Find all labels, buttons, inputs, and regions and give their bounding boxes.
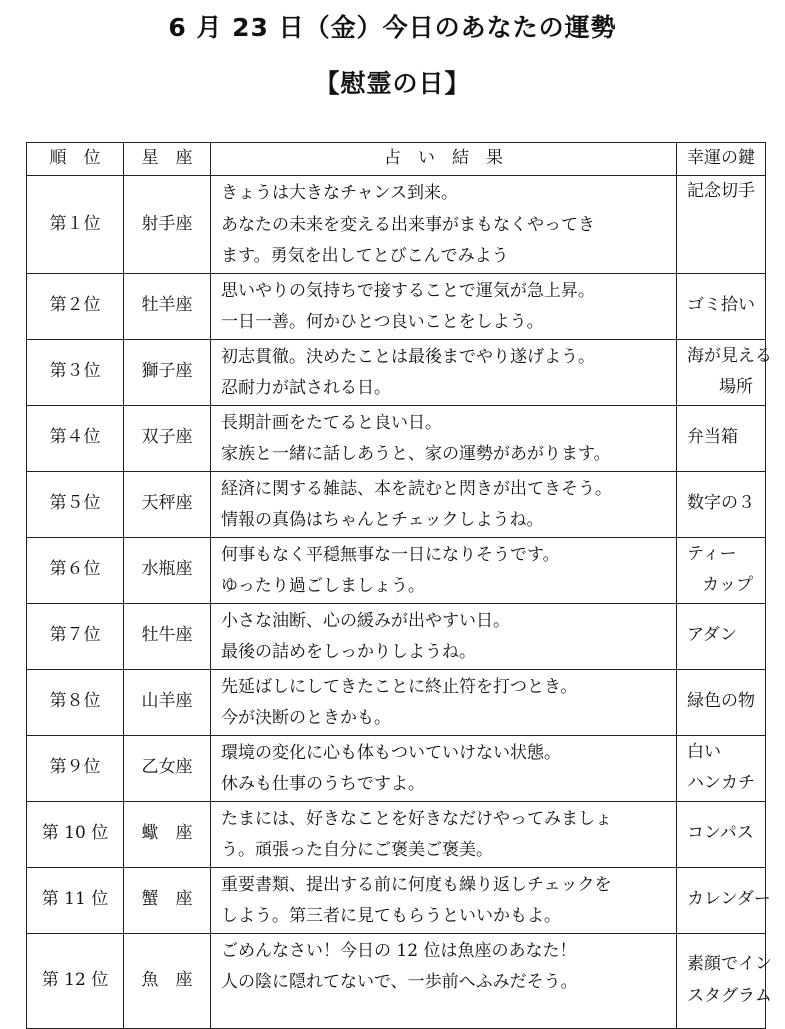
rank-cell: 第８位 <box>27 669 124 735</box>
rank-cell: 第７位 <box>27 603 124 669</box>
lucky-key-cell <box>677 339 772 405</box>
result-line: 思いやりの気持ちで接することで運気が急上昇。 <box>221 280 595 301</box>
result-line: 重要書類、提出する前に何度も繰り返しチェックを <box>221 874 612 895</box>
lucky-key-cell <box>677 933 772 1028</box>
lucky-key-cell <box>677 176 766 274</box>
lucky-key-cell <box>677 405 766 471</box>
result-line: 今が決断のときかも。 <box>221 708 391 728</box>
rank-cell: 第２位 <box>27 273 124 339</box>
rank-cell: 第５位 <box>27 471 124 537</box>
result-cell <box>211 867 677 933</box>
result-line: 環境の変化に心も体もついていけない状態。 <box>221 742 561 763</box>
lucky-key-cell <box>677 471 766 537</box>
lucky-key-line-2: ハンカチ <box>687 773 755 793</box>
result-line: 長期計画をたてると良い日。 <box>221 412 442 433</box>
table-row <box>27 405 766 471</box>
result-cell <box>211 669 677 735</box>
page-subtitle: 【慰霊の日】 <box>314 69 471 98</box>
header-rank: 順 位 <box>27 143 124 176</box>
header-result: 占 い 結 果 <box>211 143 677 176</box>
result-line: あなたの未来を変える出来事がまもなくやってき <box>221 214 595 235</box>
lucky-key-cell <box>677 801 766 867</box>
rank-cell: 第９位 <box>27 735 124 801</box>
lucky-key-line-1: 素顔でイン <box>687 954 772 974</box>
result-line: 初志貫徹。決めたことは最後までやり遂げよう。 <box>221 346 595 367</box>
result-cell <box>211 801 677 867</box>
lucky-key-cell <box>677 669 766 735</box>
lucky-key-cell <box>677 273 766 339</box>
table-row <box>27 339 766 405</box>
result-line: しよう。第三者に見てもらうといいかもよ。 <box>221 906 561 926</box>
sign-cell: 射手座 <box>124 176 211 274</box>
result-line: 経済に関する雑誌、本を読むと閃きが出てきそう。 <box>221 478 612 499</box>
sign-cell: 蟹 座 <box>124 867 211 933</box>
result-cell <box>211 471 677 537</box>
lucky-key-line-1: 数字の３ <box>687 493 755 514</box>
result-cell <box>211 735 677 801</box>
result-line: たまには、好きなことを好きなだけやってみましょ <box>221 808 612 829</box>
sign-cell: 双子座 <box>124 405 211 471</box>
table-row <box>27 867 766 933</box>
lucky-key-line-2: カップ <box>702 575 753 595</box>
result-cell <box>211 176 677 274</box>
lucky-key-line-1: ティー <box>687 543 737 564</box>
sign-cell: 獅子座 <box>124 339 211 405</box>
table-row <box>27 537 766 603</box>
table-row <box>27 735 766 801</box>
sign-cell: 蠍 座 <box>124 801 211 867</box>
fortune-table <box>26 142 772 1029</box>
rank-cell: 第６位 <box>27 537 124 603</box>
rank-cell: 第 12 位 <box>27 933 124 1028</box>
result-line: 人の陰に隠れてないで、一歩前へふみだそう。 <box>221 972 578 992</box>
result-cell <box>211 273 677 339</box>
result-line: 何事もなく平穏無事な一日になりそうです。 <box>221 544 560 565</box>
sign-cell: 牡牛座 <box>124 603 211 669</box>
sign-cell: 山羊座 <box>124 669 211 735</box>
result-cell <box>211 603 677 669</box>
result-line: 最後の詰めをしっかりしようね。 <box>221 642 476 662</box>
lucky-key-line-1: 弁当箱 <box>687 427 738 448</box>
lucky-key-line-1: コンパス <box>687 823 754 844</box>
lucky-key-cell <box>677 867 771 933</box>
result-cell <box>211 339 677 405</box>
sign-cell: 天秤座 <box>124 471 211 537</box>
result-line: 休みも仕事のうちですよ。 <box>221 774 425 794</box>
result-line: う。頑張った自分にご褒美ご褒美。 <box>221 840 493 860</box>
table-row <box>27 176 766 274</box>
lucky-key-cell <box>677 735 766 801</box>
result-line: 先延ばしにしてきたことに終止符を打つとき。 <box>221 676 578 697</box>
table-row <box>27 273 766 339</box>
lucky-key-line-1: 記念切手 <box>687 181 755 201</box>
result-line: 一日一善。何かひとつ良いことをしよう。 <box>221 312 544 332</box>
lucky-key-line-1: 白い <box>687 741 721 762</box>
lucky-key-line-2: 場所 <box>719 377 753 397</box>
result-line: きょうは大きなチャンス到来。 <box>221 183 458 203</box>
result-cell <box>211 933 677 1028</box>
lucky-key-cell <box>677 603 766 669</box>
rank-cell: 第１位 <box>27 176 124 274</box>
rank-cell: 第３位 <box>27 339 124 405</box>
table-row <box>27 471 766 537</box>
lucky-key-cell <box>677 537 766 603</box>
sign-cell: 乙女座 <box>124 735 211 801</box>
result-line: 小さな油断、心の緩みが出やすい日。 <box>221 610 510 631</box>
table-header-row <box>27 143 766 176</box>
lucky-key-line-1: アダン <box>687 625 737 646</box>
rank-cell: 第 11 位 <box>27 867 124 933</box>
table-row <box>27 603 766 669</box>
result-cell <box>211 537 677 603</box>
sign-cell: 牡羊座 <box>124 273 211 339</box>
header-key: 幸運の鍵 <box>677 143 766 176</box>
lucky-key-line-1: ゴミ拾い <box>687 295 755 316</box>
result-line: 忍耐力が試される日。 <box>221 378 391 398</box>
table-row <box>27 669 766 735</box>
lucky-key-line-2: スタグラム <box>687 985 772 1006</box>
header-sign: 星 座 <box>124 143 211 176</box>
result-line: ます。勇気を出してとびこんでみよう <box>221 246 509 266</box>
sign-cell: 水瓶座 <box>124 537 211 603</box>
rank-cell: 第 10 位 <box>27 801 124 867</box>
lucky-key-line-1: カレンダー <box>687 889 771 910</box>
table-row <box>27 933 766 1028</box>
lucky-key-line-1: 緑色の物 <box>687 691 755 712</box>
sign-cell: 魚 座 <box>124 933 211 1028</box>
lucky-key-line-1: 海が見える <box>687 345 772 366</box>
result-line: ゆったり過ごしましょう。 <box>221 576 425 596</box>
result-line: ごめんなさい！今日の 12 位は魚座のあなた！ <box>221 940 577 961</box>
page-title: 6 月 23 日（金）今日のあなたの運勢 <box>168 13 617 42</box>
table-row <box>27 801 766 867</box>
result-line: 家族と一緒に話しあうと、家の運勢があがります。 <box>221 444 611 464</box>
rank-cell: 第４位 <box>27 405 124 471</box>
result-cell <box>211 405 677 471</box>
result-line: 情報の真偽はちゃんとチェックしようね。 <box>221 510 544 530</box>
